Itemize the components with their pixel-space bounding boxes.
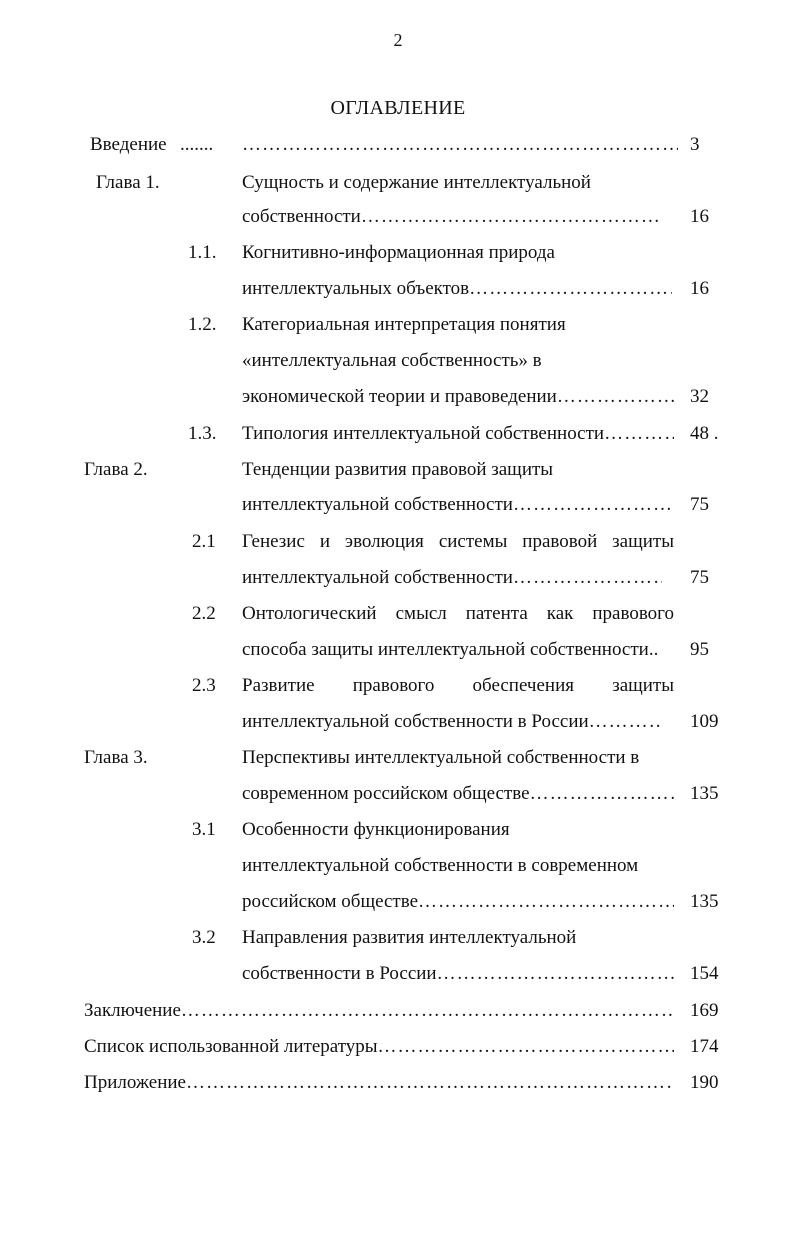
intro-leader: .......	[180, 134, 214, 155]
section-2-1-title-line2: интеллектуальной собственности ……………………………………………………………………………………………………………………………………	[242, 565, 662, 591]
section-1-2-title-line1: Категориальная интерпретация понятия	[242, 314, 566, 335]
appendix-title: Приложение ……………………………………………………………………………………………………………………………………	[84, 1070, 674, 1096]
section-3-1-number: 3.1	[192, 819, 216, 840]
intro-label: Введение	[90, 134, 167, 155]
section-2-2-title-line1: Онтологический смысл патента как правового	[242, 603, 674, 624]
section-2-3-title-line1: Развитие правового обеспечения защиты	[242, 675, 674, 696]
section-2-1-number: 2.1	[192, 531, 216, 552]
section-2-3-page: 109	[690, 711, 719, 732]
section-1-3-page: 48 .	[690, 423, 719, 444]
section-1-2-number: 1.2.	[188, 314, 217, 335]
section-3-1-title-line2: интеллектуальной собственности в современном	[242, 855, 639, 876]
section-2-3-title-line2: интеллектуальной собственности в России ……………………………………………………………………………………………………………………………………	[242, 709, 662, 735]
section-2-1-title-line1: Генезис и эволюция системы правовой защиты	[242, 531, 674, 552]
chapter-3-label: Глава 3.	[84, 747, 148, 768]
section-1-2-page: 32	[690, 386, 709, 407]
appendix-page: 190	[690, 1072, 719, 1093]
section-3-2-page: 154	[690, 963, 719, 984]
literature-title: Список использованной литературы ……………………………………………………………………………………………………………………………………	[84, 1034, 674, 1060]
section-2-2-title-line2: способа защиты интеллектуальной собственности..	[242, 639, 659, 660]
literature-page: 174	[690, 1036, 719, 1057]
intro-page: 3	[690, 134, 700, 155]
section-3-1-title-line3: российском обществе ……………………………………………………………………………………………………………………………………	[242, 889, 674, 915]
section-2-1-page: 75	[690, 567, 709, 588]
chapter-1-label: Глава 1.	[96, 172, 160, 193]
section-3-1-title-line1: Особенности функционирования	[242, 819, 510, 840]
intro-dots	[242, 132, 678, 158]
section-3-2-number: 3.2	[192, 927, 216, 948]
chapter-3-title-line2: современном российском обществе ……………………………………………………………………………………………………………………………………	[242, 781, 674, 807]
section-3-1-page: 135	[690, 891, 719, 912]
section-2-2-number: 2.2	[192, 603, 216, 624]
section-1-3-title-line1: Типология интеллектуальной собственности ……………………………………………………………………………………………………………………………………	[242, 421, 674, 447]
section-1-1-title-line1: Когнитивно-информационная природа	[242, 242, 555, 263]
chapter-2-label: Глава 2.	[84, 459, 148, 480]
section-1-2-title-line3: экономической теории и правоведении ……………………………………………………………………………………………………………………………………	[242, 384, 674, 410]
chapter-3-page: 135	[690, 783, 719, 804]
conclusion-page: 169	[690, 1000, 719, 1021]
chapter-2-title-line1: Тенденции развития правовой защиты	[242, 459, 554, 480]
chapter-1-title-line2: собственности ……………………………………………………………………………………………………………………………………	[242, 204, 662, 230]
chapter-2-page: 75	[690, 494, 709, 515]
chapter-2-title-line2: интеллектуальной собственности ……………………………………………………………………………………………………………………………………	[242, 492, 674, 518]
section-1-1-number: 1.1.	[188, 242, 217, 263]
section-2-3-number: 2.3	[192, 675, 216, 696]
chapter-1-title-line1: Сущность и содержание интеллектуальной	[242, 172, 591, 193]
section-2-2-page: 95	[690, 639, 709, 660]
conclusion-title: Заключение ……………………………………………………………………………………………………………………………………	[84, 998, 674, 1024]
section-1-1-page: 16	[690, 278, 709, 299]
page-number: 2	[393, 30, 403, 50]
section-1-3-number: 1.3.	[188, 423, 217, 444]
section-1-2-title-line2: «интеллектуальная собственность» в	[242, 350, 542, 371]
toc-title: ОГЛАВЛЕНИЕ	[330, 97, 466, 119]
chapter-1-page: 16	[690, 206, 709, 227]
section-3-2-title-line2: собственности в России ……………………………………………………………………………………………………………………………………	[242, 961, 674, 987]
section-1-1-title-line2: интеллектуальных объектов ……………………………………………………………………………………………………………………………………	[242, 276, 672, 302]
section-3-2-title-line1: Направления развития интеллектуальной	[242, 927, 577, 948]
chapter-3-title-line1: Перспективы интеллектуальной собственности в	[242, 747, 640, 768]
